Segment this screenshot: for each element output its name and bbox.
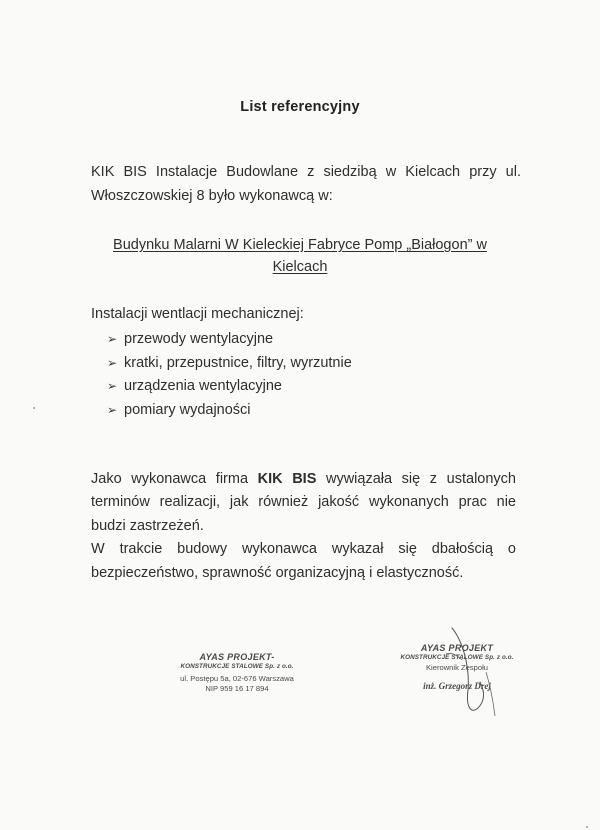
list-item bbox=[107, 328, 352, 352]
stamp-nip: NIP 959 16 17 894 bbox=[205, 684, 269, 693]
list-item-label: urządzenia wentylacyjne bbox=[124, 378, 282, 394]
section-heading: Instalacji wentlacji mechanicznej: bbox=[91, 306, 304, 322]
stamp-subtitle: KONSTRUKCJE STALOWE Sp. z o.o. bbox=[400, 654, 514, 661]
list-item-label: kratki, przepustnice, filtry, wyrzutnie bbox=[124, 354, 352, 371]
list-item bbox=[107, 399, 352, 423]
list-item bbox=[107, 352, 352, 376]
intro-line-1: KIK BIS Instalacje Budowlane z siedzibą w Kielcach przy ul. bbox=[91, 164, 521, 180]
scan-speck bbox=[586, 826, 588, 828]
list-item bbox=[107, 375, 352, 399]
arrow-bullet-icon: ➢ bbox=[107, 402, 118, 417]
para-line: Jako wykonawca firma KIK BIS wywiązała się z ustalonych bbox=[91, 471, 516, 487]
stamp-signatory-name: inż. Grzegorz Drej bbox=[423, 681, 491, 691]
stamp-address: ul. Postępu 5a, 02-676 Warszawa bbox=[180, 674, 294, 683]
para-line: budzi zastrzeżeń. bbox=[91, 517, 204, 534]
intro-paragraph bbox=[91, 160, 521, 208]
building-line-2: Kielcach bbox=[272, 259, 328, 275]
list-item-label: przewody wentylacyjne bbox=[124, 331, 274, 347]
company-stamp-right bbox=[382, 643, 532, 691]
company-name: KIK BIS bbox=[257, 471, 317, 487]
document-title: List referencyjny bbox=[240, 99, 360, 115]
stamp-company: AYAS PROJEKT bbox=[420, 643, 494, 653]
arrow-bullet-icon: ➢ bbox=[107, 332, 118, 346]
intro-line-2: Włoszczowskiej 8 było wykonawcą w: bbox=[91, 188, 333, 204]
arrow-bullet-icon: ➢ bbox=[107, 355, 118, 370]
stamp-role: Kierownik Zespołu bbox=[425, 663, 489, 672]
list-item-label: pomiary wydajności bbox=[124, 401, 251, 418]
evaluation-paragraph bbox=[91, 468, 516, 585]
para-line: bezpieczeństwo, sprawność organizacyjną i elastyczność. bbox=[91, 564, 464, 581]
stamp-company: AYAS PROJEKT- bbox=[199, 652, 275, 662]
company-stamp-left bbox=[162, 652, 312, 693]
para-line: terminów realizacji, jak również jakość wykonanych prac nie bbox=[91, 494, 516, 511]
building-name bbox=[0, 234, 600, 278]
scope-list bbox=[107, 328, 352, 422]
arrow-bullet-icon: ➢ bbox=[107, 379, 118, 393]
building-line-1: Budynku Malarni W Kieleckiej Fabryce Pomp „Białogon” w bbox=[113, 237, 487, 253]
para-line: W trakcie budowy wykonawca wykazał się dbałością o bbox=[91, 541, 516, 558]
stamp-subtitle: KONSTRUKCJE STALOWE Sp. z o.o. bbox=[180, 663, 294, 670]
scan-speck bbox=[33, 407, 35, 409]
